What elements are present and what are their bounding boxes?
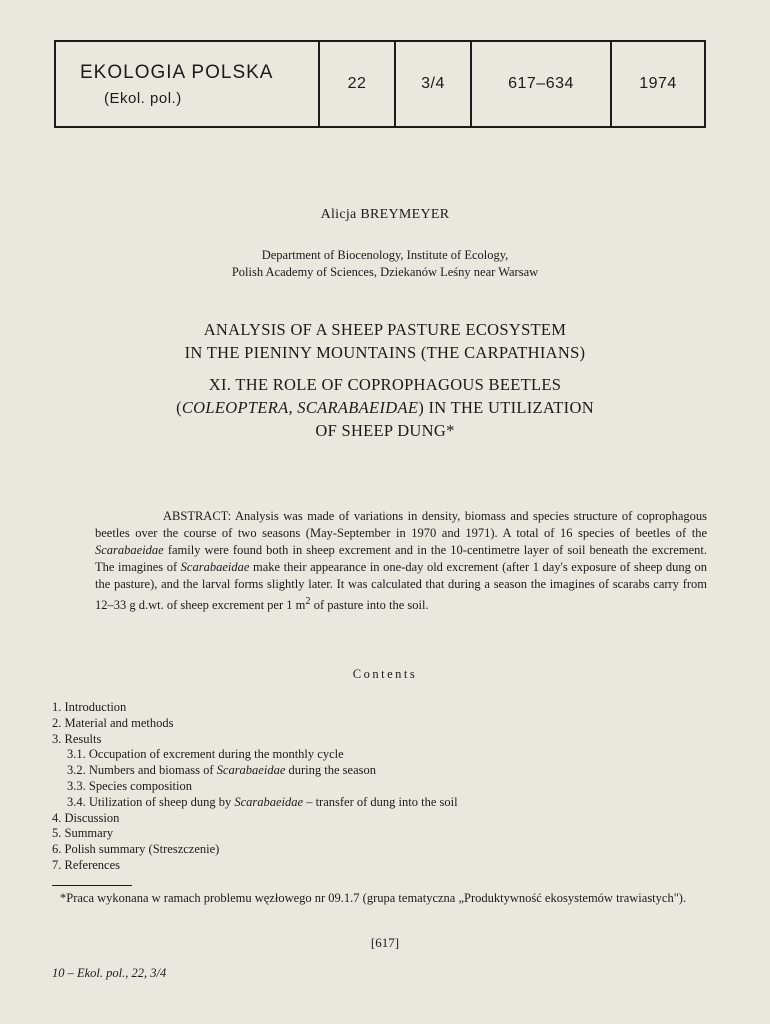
toc-subitem-text: 3.2. Numbers and biomass of [67,763,217,778]
contents-heading: Contents [352,667,418,681]
abstract-taxon-1: Scarabaeidae [95,543,164,557]
toc-item: 3. Results [52,731,102,746]
abstract-part-2: family were found both in sheep excrement and in the 10-centimetre layer of soil beneath the excrement. The imagines of [95,543,707,574]
subtitle-taxon: COLEOPTERA, SCARABAEIDAE [181,398,419,417]
subtitle-open-paren: ( [176,398,182,417]
abstract-part-3: make their appearance in one-day old excrement (after 1 day's exposure of sheep dung on the pasture), and the larval forms slightly later. It was calculated that during a season the imagines of scarabs carry from 12–33 g d.wt. of sheep excrement per 1 m [95,560,707,613]
running-footer: 10 – Ekol. pol., 22, 3/4 [52,966,167,980]
footnote: *Praca wykonana w ramach problemu węzłowego nr 09.1.7 (grupa tematyczna „Produktywność ekosystemów trawiastych"). [60,891,687,905]
toc-item: 5. Summary [52,826,114,841]
toc-item: 7. References [52,857,121,872]
journal-pages: 617–634 [470,42,610,126]
toc-subitem-text: – transfer of dung into the soil [303,794,458,809]
subtitle-line-3: OF SHEEP DUNG* [315,421,455,440]
journal-name: EKOLOGIA POLSKA [80,61,274,83]
toc-subitem: 3.1. Occupation of excrement during the monthly cycle [67,747,344,762]
author-name: Alicja BREYMEYER [320,207,450,222]
toc-subitem-text: during the season [285,763,376,778]
subtitle-line-2 [0,396,770,419]
toc-item: 4. Discussion [52,810,120,825]
toc-subitem-text: 3.4. Utilization of sheep dung by [67,794,235,809]
toc-item: 1. Introduction [52,700,127,714]
abstract-part-1: ABSTRACT: Analysis was made of variations in density, biomass and species structure of coprophagous beetles over the course of two seasons (May-September in 1970 and 1971). A total of 16 species of beetles of the [95,509,707,540]
abstract-taxon-2: Scarabaeidae [180,560,250,574]
toc-subitem-taxon: Scarabaeidae [216,763,286,778]
title-line-2: IN THE PIENINY MOUNTAINS (THE CARPATHIANS) [184,343,586,362]
journal-title-cell [56,42,318,126]
toc-item: 6. Polish summary (Streszczenie) [52,842,220,857]
subtitle-rest: ) IN THE UTILIZATION [418,398,594,417]
toc-item: 2. Material and methods [52,715,174,730]
affiliation-line-2: Polish Academy of Sciences, Dziekanów Leśny near Warsaw [231,265,539,279]
journal-abbreviation: (Ekol. pol.) [104,89,182,107]
toc-subitem: 3.3. Species composition [67,778,192,793]
paper-subtitle [0,373,770,442]
toc-subitem [52,795,672,811]
footnote-rule [52,885,132,886]
paper-title [0,318,770,364]
abstract [95,508,707,614]
journal-header-box [54,40,706,128]
title-line-1: ANALYSIS OF A SHEEP PASTURE ECOSYSTEM [203,320,567,339]
journal-volume: 22 [318,42,394,126]
abstract-part-4: of pasture into the soil. [310,598,429,613]
journal-year: 1974 [610,42,704,126]
subtitle-line-1: XI. THE ROLE OF COPROPHAGOUS BEETLES [208,375,562,394]
affiliation [0,247,770,281]
toc-subitem [52,763,672,779]
affiliation-line-1: Department of Biocenology, Institute of Ecology, [261,248,509,262]
table-of-contents [52,700,672,874]
journal-issue: 3/4 [394,42,470,126]
abstract-superscript: 2 [305,596,311,607]
page-number: [617] [370,935,400,950]
toc-subitem-taxon: Scarabaeidae [234,794,304,809]
